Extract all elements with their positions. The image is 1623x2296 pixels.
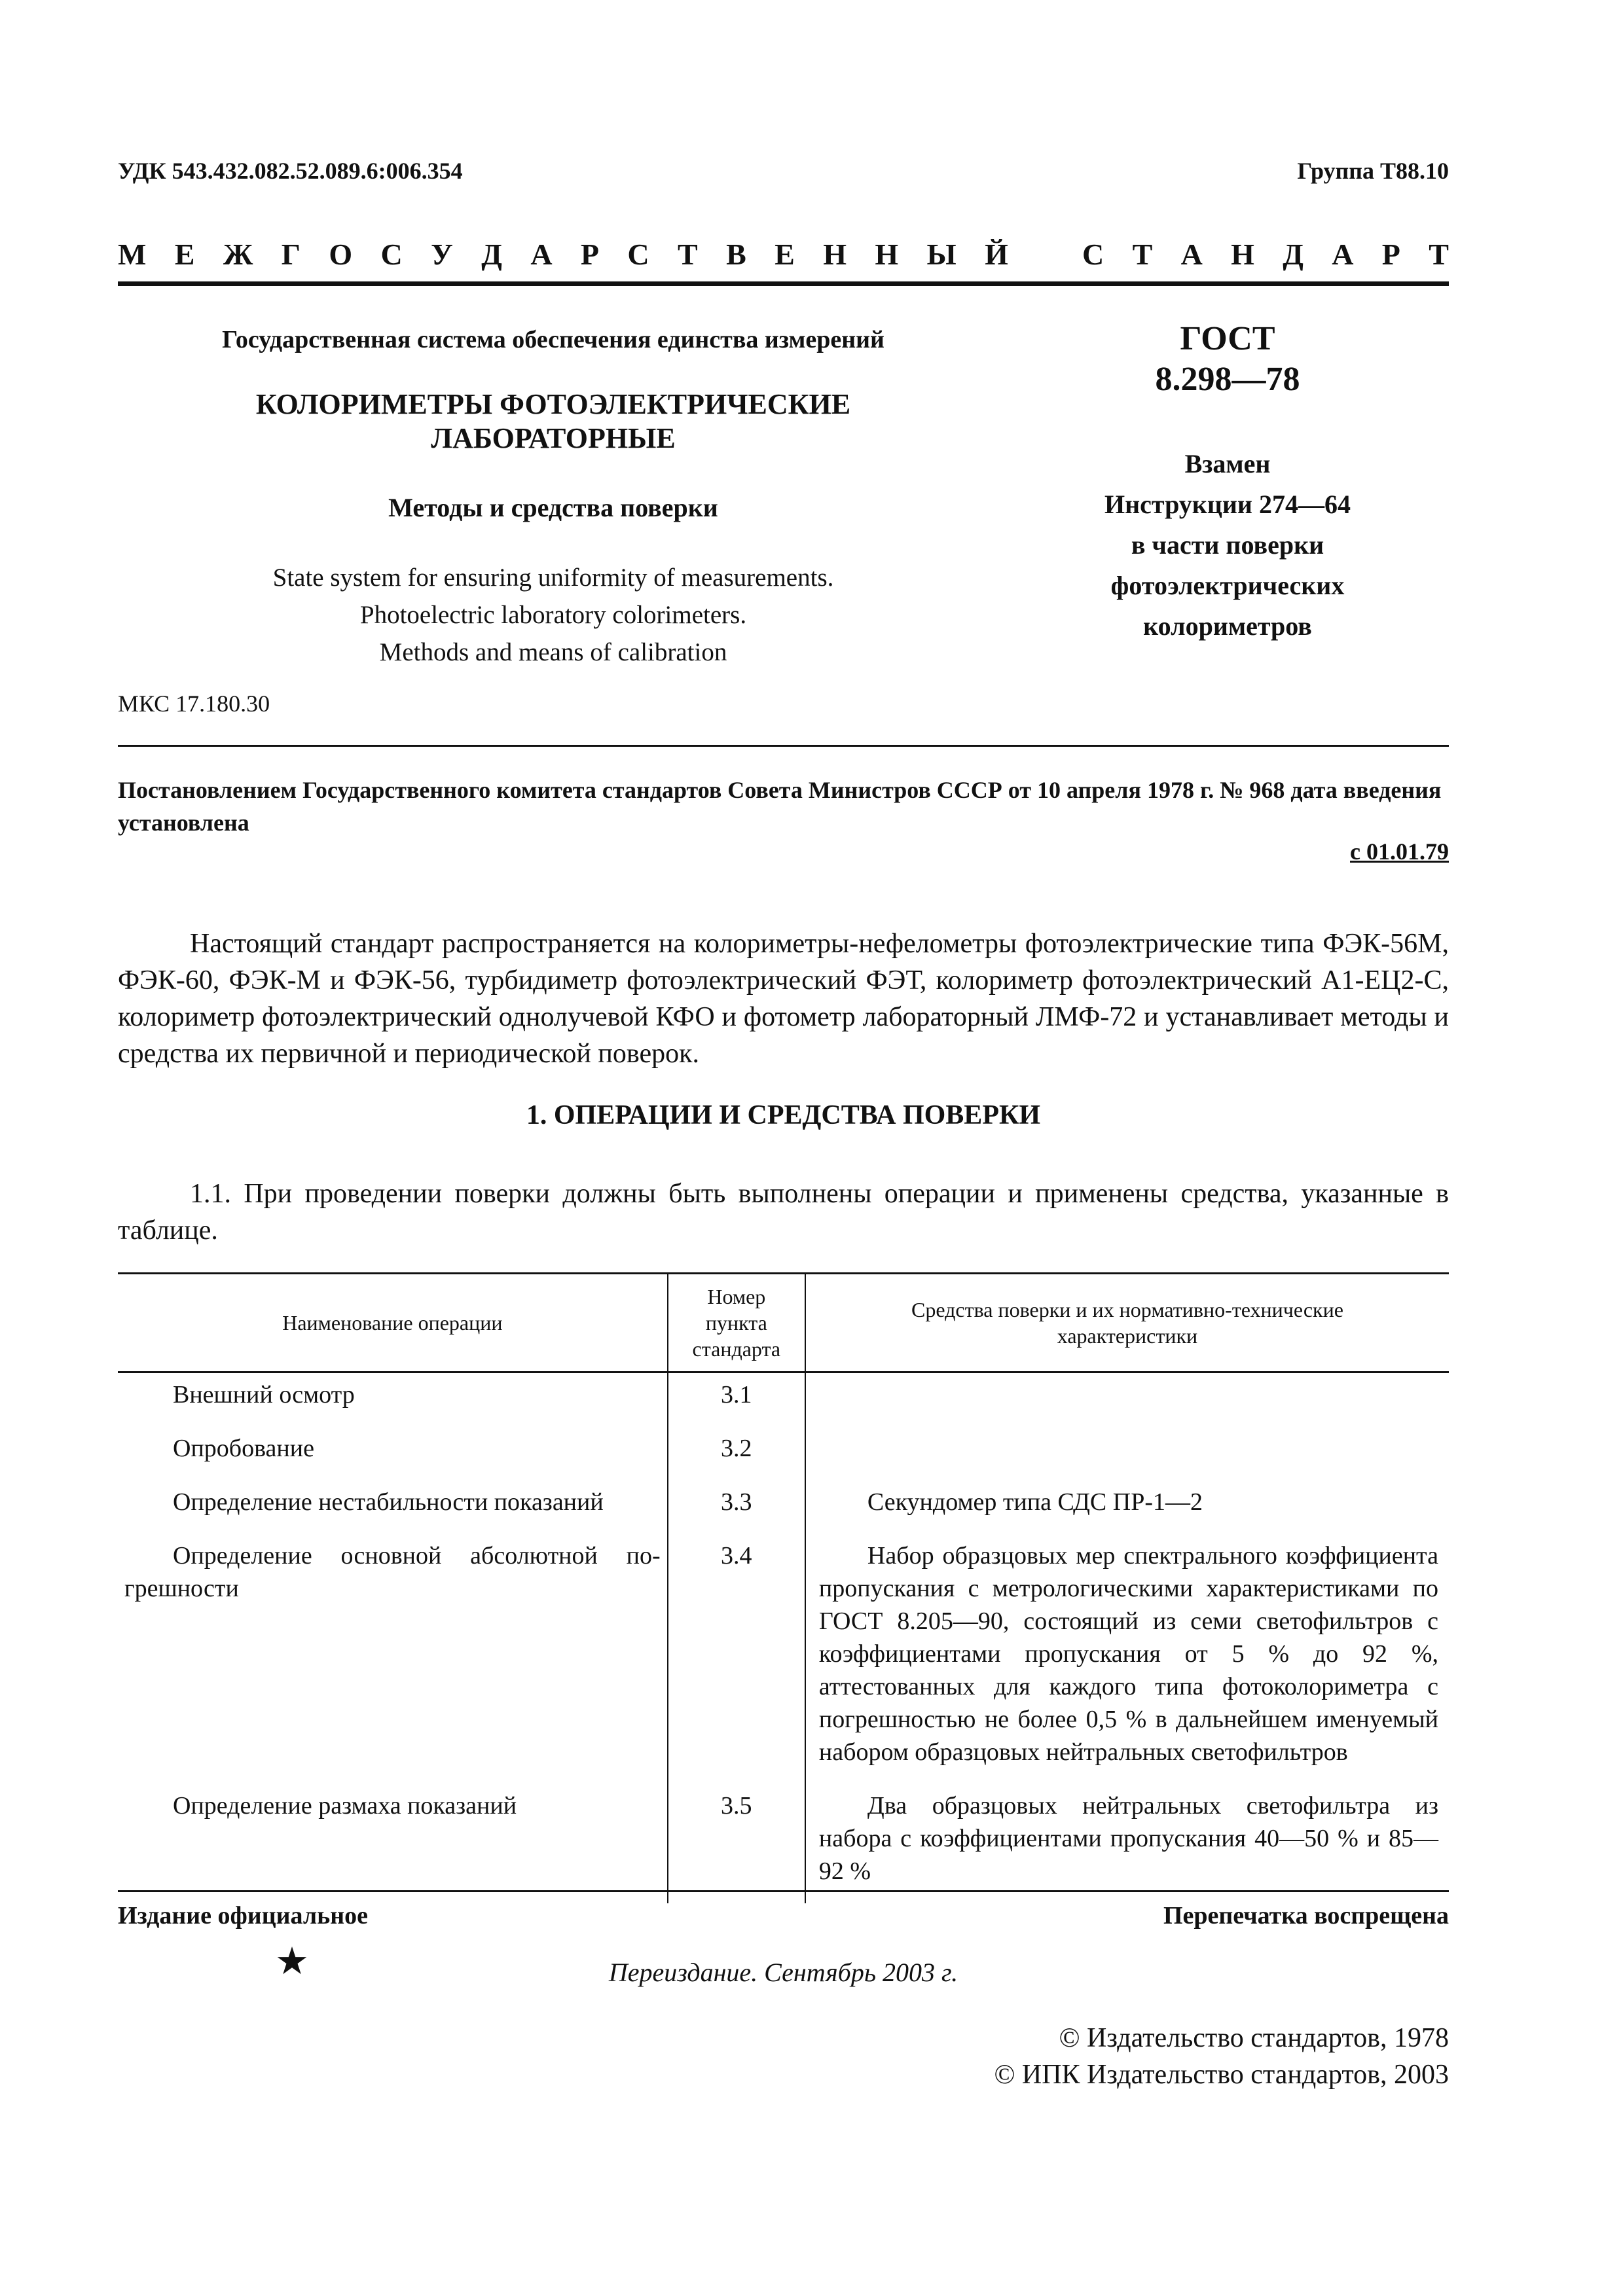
title-line: ЛАБОРАТОРНЫЕ <box>431 422 676 454</box>
banner-letter: Н <box>1231 238 1254 271</box>
means-text: Набор образцовых мер спектрального коэффициента пропускания с метрологическими характеристиками по ГОСТ 8.205—90, состоящий из семи светофильтров с коэффициентами пропускания от 5 % до 92 %, аттестованных для каждого типа фотоколориметра с погрешностью не более 0,5 % в дальнейшем именуемый набором образцовых нейтральных светофильтров <box>818 1542 1438 1766</box>
header-operation: Наименование операции <box>118 1274 668 1372</box>
header-bottom-rule <box>118 745 1449 747</box>
document-subtitle: Методы и средства поверки <box>388 493 718 522</box>
banner-letter: С <box>380 238 403 271</box>
banner-letter: Р <box>580 238 600 271</box>
banner-letter: Н <box>875 238 899 271</box>
item-number: 3.4 <box>668 1534 805 1784</box>
item-number: 3.2 <box>668 1427 805 1480</box>
banner-rule <box>118 281 1449 286</box>
document-page <box>118 0 1449 2296</box>
english-title-line: State system for ensuring uniformity of measurements. <box>272 564 834 592</box>
banner-letter: Ы <box>926 238 957 271</box>
gost-code: 8.298—78 <box>1155 361 1300 398</box>
table-row <box>118 1372 1449 1427</box>
table-row <box>118 1784 1449 1903</box>
header-item-line: стандарта <box>692 1337 781 1361</box>
means-text: Секундомер типа СДС ПР-1—2 <box>867 1488 1203 1516</box>
copyright-line: © Издательство стандартов, 1978 <box>1059 2023 1449 2053</box>
banner-letter: Д <box>481 238 502 271</box>
replaces-line: колориметров <box>1143 611 1312 641</box>
intro-paragraph: Настоящий стандарт распространяется на колориметры-нефелометры фотоэлектрические типа ФЭК-56М, ФЭК-60, ФЭК-М и ФЭК-56, турбидиметр фотоэлектрический ФЭТ, колориметр фотоэлектрический А1-ЕЦ2-С, колориметр фотоэлектрический однолучевой КФО и фотометр лабораторный ЛМФ-72 и устанавливает методы и средства их первичной и периодической поверок. <box>118 929 1449 1069</box>
operation-name: Определение нестабильности показаний <box>173 1488 604 1516</box>
table-row <box>118 1480 1449 1534</box>
header-item-line: пункта <box>705 1311 767 1335</box>
banner-letter: Ж <box>223 238 253 271</box>
banner-letter: Е <box>775 238 795 271</box>
banner-letter: Р <box>1381 238 1400 271</box>
section-heading: 1. ОПЕРАЦИИ И СРЕДСТВА ПОВЕРКИ <box>526 1100 1041 1130</box>
banner-letter: Н <box>823 238 847 271</box>
banner-word-interstate <box>118 237 1008 272</box>
banner-letter: М <box>118 238 147 271</box>
official-edition-label: Издание официальное <box>118 1902 369 1929</box>
english-title-line: Methods and means of calibration <box>379 638 727 666</box>
banner-letter: Е <box>174 238 195 271</box>
footer-rule <box>118 1890 1449 1892</box>
header-item-number <box>668 1274 805 1372</box>
banner-letter: Т <box>1429 238 1449 271</box>
reissue-note: Переиздание. Сентябрь 2003 г. <box>608 1958 958 1987</box>
document-title <box>118 387 989 456</box>
banner-letter: С <box>1082 238 1104 271</box>
table-row <box>118 1534 1449 1784</box>
banner-letter: С <box>627 238 649 271</box>
banner-letter: Т <box>678 238 698 271</box>
table-header-row <box>118 1274 1449 1372</box>
gost-label: ГОСТ <box>1180 320 1275 357</box>
english-title-line: Photoelectric laboratory colorimeters. <box>359 601 747 629</box>
header-item-line: Номер <box>707 1285 766 1308</box>
banner-letter: Т <box>1132 238 1153 271</box>
effective-date: с 01.01.79 <box>1350 838 1449 865</box>
paragraph-1-1: 1.1. При проведении поверки должны быть выполнены операции и применены средства, указанные в таблице. <box>118 1179 1449 1246</box>
udk-code: УДК 543.432.082.52.089.6:006.354 <box>118 158 463 184</box>
copyright-line: © ИПК Издательство стандартов, 2003 <box>994 2060 1449 2090</box>
title-line: КОЛОРИМЕТРЫ ФОТОЭЛЕКТРИЧЕСКИЕ <box>255 388 851 420</box>
decree-text: Постановлением Государственного комитета стандартов Совета Министров СССР от 10 апреля 1978 г. № 968 дата введения установлена <box>118 777 1442 836</box>
banner-letter: Й <box>985 238 1008 271</box>
banner-letter: В <box>726 238 746 271</box>
means-text: Два образцовых нейтральных светофильтра из набора с коэффициентами пропускания 40—50 % и 85—92 % <box>818 1792 1438 1885</box>
operation-name: Определение размаха показаний <box>173 1792 517 1820</box>
header-means-line: Средства поверки и их нормативно-технические <box>911 1298 1343 1321</box>
banner-letter: Г <box>281 238 301 271</box>
replaces-line: в части поверки <box>1131 530 1324 560</box>
item-number: 3.5 <box>668 1784 805 1903</box>
banner-letter: А <box>1332 238 1354 271</box>
header-means-line: характеристики <box>1057 1324 1198 1348</box>
operation-name: Внешний осмотр <box>173 1381 355 1408</box>
replaces-line: фотоэлектрических <box>1110 571 1345 600</box>
group-code: Группа Т88.10 <box>1297 158 1449 184</box>
operations-table-grid <box>118 1272 1449 1903</box>
interstate-standard-banner <box>118 237 1449 272</box>
english-title <box>118 559 989 671</box>
operation-name: Опробование <box>173 1435 314 1462</box>
table-row <box>118 1427 1449 1480</box>
operations-table <box>118 1272 1449 1903</box>
gost-number <box>1005 319 1450 400</box>
replaces-note <box>1005 444 1450 647</box>
banner-letter: У <box>431 238 453 271</box>
banner-letter: А <box>530 238 553 271</box>
banner-letter: А <box>1180 238 1203 271</box>
item-number: 3.3 <box>668 1480 805 1534</box>
banner-word-standard <box>1082 237 1449 272</box>
replaces-line: Инструкции 274—64 <box>1104 490 1351 519</box>
mks-code: МКС 17.180.30 <box>118 691 270 717</box>
banner-letter: О <box>329 238 353 271</box>
star-icon: ★ <box>275 1940 309 1982</box>
header-means <box>805 1274 1449 1372</box>
banner-letter: Д <box>1283 238 1304 271</box>
item-number: 3.1 <box>668 1372 805 1427</box>
operation-name: Определение основной абсолютной погрешности <box>124 1542 661 1602</box>
replaces-line: Взамен <box>1184 449 1271 478</box>
reprint-prohibited-label: Перепечатка воспрещена <box>1163 1902 1449 1929</box>
system-name: Государственная система обеспечения единства измерений <box>222 326 884 353</box>
